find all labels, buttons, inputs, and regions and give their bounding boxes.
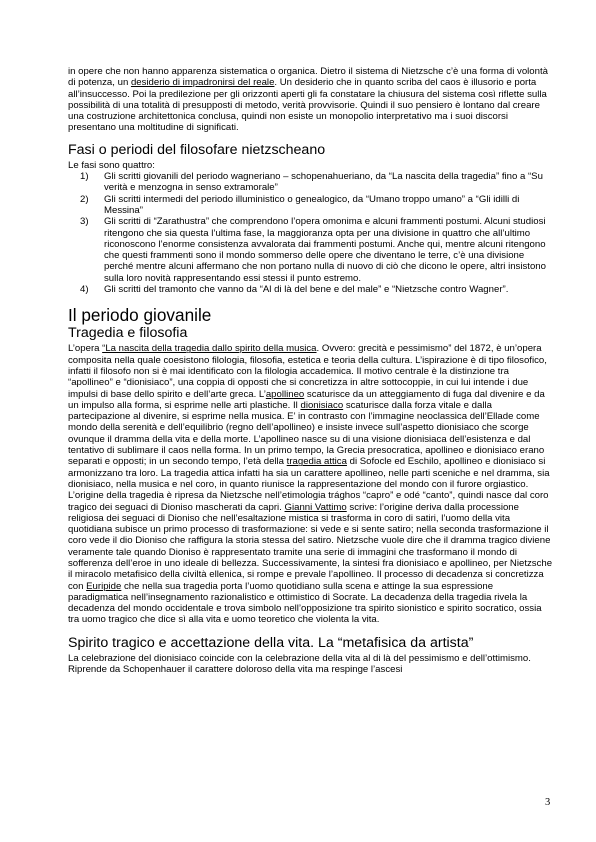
page-number: 3 bbox=[545, 797, 551, 808]
underlined-title: “La nascita della tragedia dallo spirito della musica bbox=[102, 343, 317, 355]
text-run: L’opera bbox=[68, 343, 103, 355]
heading-fasi: Fasi o periodi del filosofare nietzscheano bbox=[68, 141, 326, 158]
fasi-lead: Le fasi sono quattro: bbox=[68, 159, 155, 171]
text-run: di Sofocle ed Eschilo, apollineo e dionisiaco si armonizzano tra loro. La tragedia attica infatti ha sia un carattere apollineo, nelle parti sceniche e nel dramma, sia dionisiaco, nella musica e nel coro, in quanto riunisce la rappresentazione del mondo con il furore orgiastico. L’origine della tragedia è ripresa da Nietzsche nell’etimologia trághos “capro” e odé “canto”, quindi nasce dal coro tragico dei seguaci di Dioniso mascherati da capri. bbox=[68, 456, 550, 513]
fasi-list bbox=[68, 171, 555, 295]
underlined-name-vattimo: Gianni Vattimo bbox=[284, 501, 347, 513]
list-text: Gli scritti di “Zarathustra” che comprendono l’opera omonima e alcuni frammenti postumi. Alcuni studiosi ritengono che sia questa l’ultima fase, la maggioranza opta per una divisione in quattro che all’ultimo riconoscono l’enorme consistenza avvalorata dai frammenti postumi. Anche qui, mentre alcuni ritengono che questi frammenti sono il mondo sommerso delle opere che diventano le terre, c’è una divisione perché mentre alcuni affermano che non portano nulla di nuovo di ciò che dicono le opere, altri insistono sulla loro novità rappresentando essi stessi il punto estremo. bbox=[104, 216, 546, 284]
list-item bbox=[80, 194, 555, 217]
heading-periodo-giovanile: Il periodo giovanile bbox=[68, 305, 212, 326]
underlined-term-apollineo: apollineo bbox=[265, 388, 305, 400]
list-text: Gli scritti del tramonto che vanno da “Al di là del bene e del male” e “Nietzsche contro Wagner”. bbox=[104, 284, 509, 296]
underlined-term-dionisiaco: dionisiaco bbox=[300, 399, 344, 411]
text-run: in opere che non hanno apparenza sistematica o organica. Dietro il sistema di Nietzsche c’è una forma di volontà di potenza, un bbox=[68, 66, 548, 89]
list-number: 1) bbox=[80, 171, 89, 183]
document-page bbox=[68, 66, 555, 675]
list-item bbox=[80, 216, 555, 284]
text-run: scrive: l’origine deriva dalla processione religiosa dei seguaci di Dioniso che nell’esaltazione mistica si trasforma in coro di satiri, l’uomo della vita quotidiana subisce un primo processo di trasformazione: si vede e si sente satiro; nella seconda trasformazione il coro vede il dio Dioniso che raffigura la storia stessa del satiro. Nietzsche vuole dire che il dramma tragico diviene veramente tale quando Dioniso è rappresentato tramite una serie di immagini che trasformano il mondo di sofferenza dell’eroe in uno ideale di bellezza. Successivamente, la sintesi fra dionisiaco e apollineo, per Nietzsche il miracolo metafisico della civiltà ellenica, si rompe e prevale l’apollineo. Il processo di decadenza si concretizza con bbox=[68, 501, 553, 592]
underlined-name-euripide: Euripide bbox=[86, 580, 122, 592]
text-run: . Ovvero: grecità e pessimismo” del 1872, è un’opera composita nella quale coesistono filologia, filosofia, estetica e teoria della cultura. L’ispirazione è di tipo filosofico, infatti il filosofo non si è mai identificato con la filologia accademica. Il motivo centrale è la distinzione tra “apollineo” e “dionisiaco”, una coppia di opposti che si concretizza in altre sottocoppie, in cui lui intende i due impulsi di base dello spirito e dell’arte greca. L’ bbox=[68, 343, 547, 400]
underlined-term-tragedia-attica: tragedia attica bbox=[286, 456, 347, 468]
text-run: scaturisce dalla forza vitale e dalla partecipazione al divenire, si esprime nella musica. E’ in contrasto con l’immagine neoclassica dell’Ellade come mondo della serenità e dell’equilibrio (regno dell’apollineo) e insiste invece sull’aspetto dionisiaco che scorge ovunque il dramma della vita e della morte. L’apollineo nasce su di una visione dionisiaca dell’esistenza e dal tentativo di sublimare il caos nella forma. In un primo tempo, la Grecia presocratica, apollineo e dionisiaco erano separati e opposti; in un secondo tempo, l’età della bbox=[68, 399, 545, 468]
heading-tragedia-filosofia: Tragedia e filosofia bbox=[68, 325, 188, 342]
text-run: scaturisce da un atteggiamento di fuga dal divenire e da un impulso alla forma, si esprime nelle arti plastiche. Il bbox=[68, 388, 545, 411]
list-item bbox=[80, 171, 555, 194]
underlined-phrase: desiderio di impadronirsi del reale bbox=[130, 77, 275, 89]
text-run: che nella sua tragedia porta l’uomo quotidiano sulla scena e attinge la sua espressione paradigmatica nell’insegnamento razionalistico e ottimistico di Socrate. La decadenza della tragedia rivela la decadenza del mondo occidentale e trova simbolo nell’opposizione tra spirito sionistico e spirito socratico, ossia tra uomo tragico che dice sì alla vita e uomo teoretico che violenta la vita. bbox=[68, 580, 542, 626]
list-number: 2) bbox=[80, 193, 89, 205]
tragedia-paragraph bbox=[68, 343, 555, 625]
list-text: Gli scritti giovanili del periodo wagneriano – schopenahueriano, da “La nascita della tragedia” fino a “Su verità e menzogna in senso extramorale” bbox=[104, 171, 543, 194]
list-number: 3) bbox=[80, 216, 89, 228]
list-item bbox=[80, 284, 555, 295]
list-text: Gli scritti intermedi del periodo illuministico o genealogico, da “Umano troppo umano” a “Gli idilli di Messina” bbox=[104, 193, 520, 216]
heading-spirito-tragico: Spirito tragico e accettazione della vita. La “metafisica da artista” bbox=[68, 634, 474, 651]
text-run: . Un desiderio che in quanto scriba del caos è illusorio e porta all’insuccesso. Poi la predilezione per gli orizzonti aperti gli fa constatare la chiusura del sistema così riflette sulla possibilità di una totalità di presupposti di metodo, verità provvisorie. Quindi il suo pensiero è lontano dal creare una costruzione architettonica conclusa, quindi non esiste un monopolio interpretativo ma i suoi discorsi presentano una moltitudine di significati. bbox=[68, 77, 547, 134]
spirito-paragraph: La celebrazione del dionisiaco coincide con la celebrazione della vita al di là del pessimismo e dell’ottimismo. Riprende da Schopenhauer il carattere doloroso della vita ma respinge l’ascesi bbox=[68, 652, 531, 676]
intro-paragraph bbox=[68, 66, 555, 134]
list-number: 4) bbox=[80, 284, 89, 296]
